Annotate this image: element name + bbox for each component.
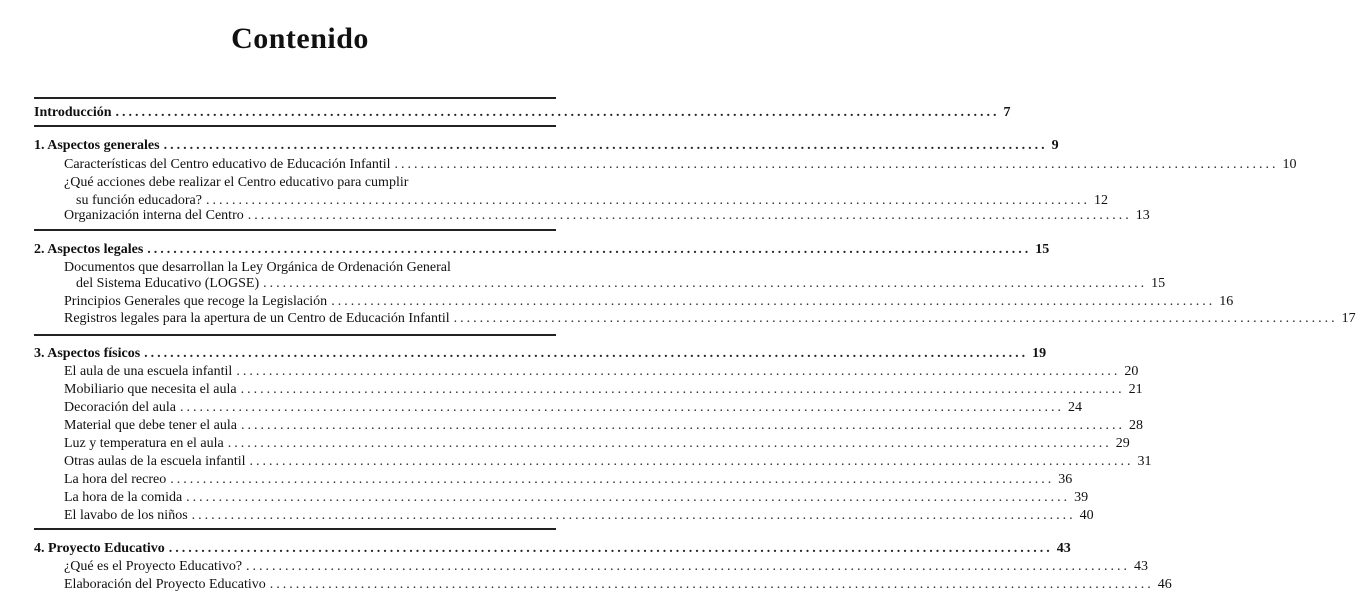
divider — [34, 528, 556, 530]
toc-section-2[interactable]: 2. Aspectos legales ........................................................................................................................................ 15 — [34, 242, 1050, 257]
toc-entry[interactable]: Principios Generales que recoge la Legislación ........................................................................................................................................ 16 — [64, 294, 1234, 309]
toc-entry-intro[interactable]: Introducción ........................................................................................................................................ 7 — [34, 105, 1011, 120]
toc-entry-line: ¿Qué acciones debe realizar el Centro educativo para cumplir — [64, 175, 409, 190]
toc-entry[interactable]: Luz y temperatura en el aula ........................................................................................................................................ 29 — [64, 436, 1130, 451]
toc-section-4[interactable]: 4. Proyecto Educativo ........................................................................................................................................ 43 — [34, 541, 1071, 556]
divider — [34, 229, 556, 231]
page-title: Contenido — [231, 22, 369, 55]
toc-section-3[interactable]: 3. Aspectos físicos ........................................................................................................................................ 19 — [34, 346, 1047, 361]
toc-entry-line: Documentos que desarrollan la Ley Orgánica de Ordenación General — [64, 260, 451, 275]
toc-entry[interactable]: La hora de la comida ........................................................................................................................................ 39 — [64, 490, 1089, 505]
toc-entry[interactable]: su función educadora? ........................................................................................................................................ 12 — [76, 193, 1108, 208]
toc-entry[interactable]: La hora del recreo ........................................................................................................................................ 36 — [64, 472, 1073, 487]
toc-entry[interactable]: Mobiliario que necesita el aula ........................................................................................................................................ 21 — [64, 382, 1143, 397]
toc-section-1[interactable]: 1. Aspectos generales ........................................................................................................................................ 9 — [34, 138, 1059, 153]
divider — [34, 125, 556, 127]
toc-entry[interactable]: Características del Centro educativo de Educación Infantil ........................................................................................................................................ 10 — [64, 157, 1297, 172]
toc-entry[interactable]: El lavabo de los niños ........................................................................................................................................ 40 — [64, 508, 1094, 523]
toc-entry[interactable]: Otras aulas de la escuela infantil ........................................................................................................................................ 31 — [64, 454, 1152, 469]
toc-entry[interactable]: ¿Qué es el Proyecto Educativo? ........................................................................................................................................ 43 — [64, 559, 1149, 574]
toc-entry[interactable]: Organización interna del Centro ........................................................................................................................................ 13 — [64, 208, 1150, 223]
toc-entry[interactable]: Elaboración del Proyecto Educativo ........................................................................................................................................ 46 — [64, 577, 1172, 592]
divider — [34, 334, 556, 336]
toc-entry[interactable]: Registros legales para la apertura de un Centro de Educación Infantil ........................................................................................................................................ 17 — [64, 311, 1356, 326]
toc-entry[interactable]: del Sistema Educativo (LOGSE) ........................................................................................................................................ 15 — [76, 276, 1166, 291]
toc-entry[interactable]: Material que debe tener el aula ........................................................................................................................................ 28 — [64, 418, 1143, 433]
top-rule — [34, 97, 556, 99]
toc-entry[interactable]: Decoración del aula ........................................................................................................................................ 24 — [64, 400, 1082, 415]
toc-entry[interactable]: El aula de una escuela infantil ........................................................................................................................................ 20 — [64, 364, 1139, 379]
